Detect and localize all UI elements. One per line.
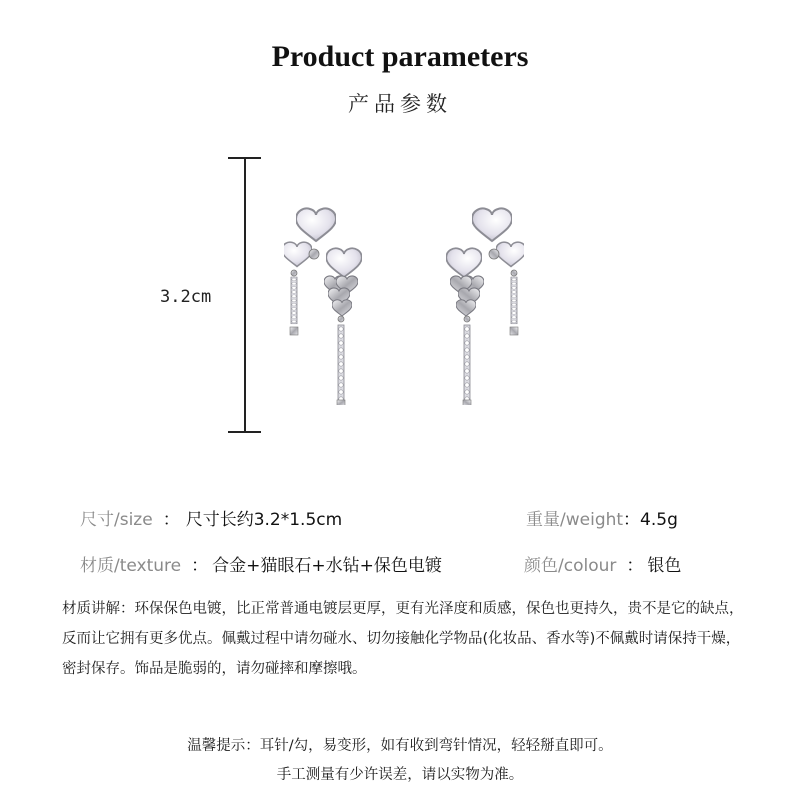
spec-weight-value: 4.5g [640, 510, 678, 530]
spec-size-label: 尺寸/size [80, 510, 153, 530]
spec-colour-label: 颜色/colour [524, 556, 617, 576]
dimension-line [244, 158, 246, 432]
tip-line-1: 温馨提示：耳针/勾，易变形，如有收到弯针情况，轻轻掰直即可。 [187, 738, 613, 754]
spec-texture-sep: ： [191, 556, 209, 576]
spec-weight-sep: ： [623, 510, 641, 530]
spec-colour-sep: ： [626, 556, 644, 576]
spec-weight-label: 重量/weight [526, 510, 624, 530]
page-subtitle: 产品参数 [348, 92, 452, 116]
spec-texture-value: 合金+猫眼石+水钻+保色电镀 [212, 556, 442, 576]
spec-colour-value: 银色 [647, 556, 682, 576]
spec-size-sep: ： [162, 510, 180, 530]
spec-weight [526, 505, 678, 530]
spec-size-value: 尺寸长约3.2*1.5cm [185, 510, 343, 530]
dimension-bottom-cap [228, 431, 261, 433]
dimension-label: 3.2cm [160, 287, 212, 307]
spec-colour [524, 551, 681, 576]
spec-texture [80, 551, 442, 576]
spec-size [80, 505, 342, 530]
page-title: Product parameters [271, 40, 529, 73]
earrings-image [284, 205, 524, 405]
tip-line-2: 手工测量有少许误差，请以实物为准。 [276, 767, 524, 783]
spec-texture-label: 材质/texture [80, 556, 182, 576]
material-description: 材质讲解：环保保色电镀，比正常普通电镀层更厚，更有光泽度和质感，保色也更持久，贵不是它的缺点，反而让它拥有更多优点。佩戴过程中请勿碰水、切勿接触化学物品(化妆品、香水等)不佩戴时请保持干燥，密封保存。饰品是脆弱的，请勿碰摔和摩擦哦。 [62, 601, 744, 677]
